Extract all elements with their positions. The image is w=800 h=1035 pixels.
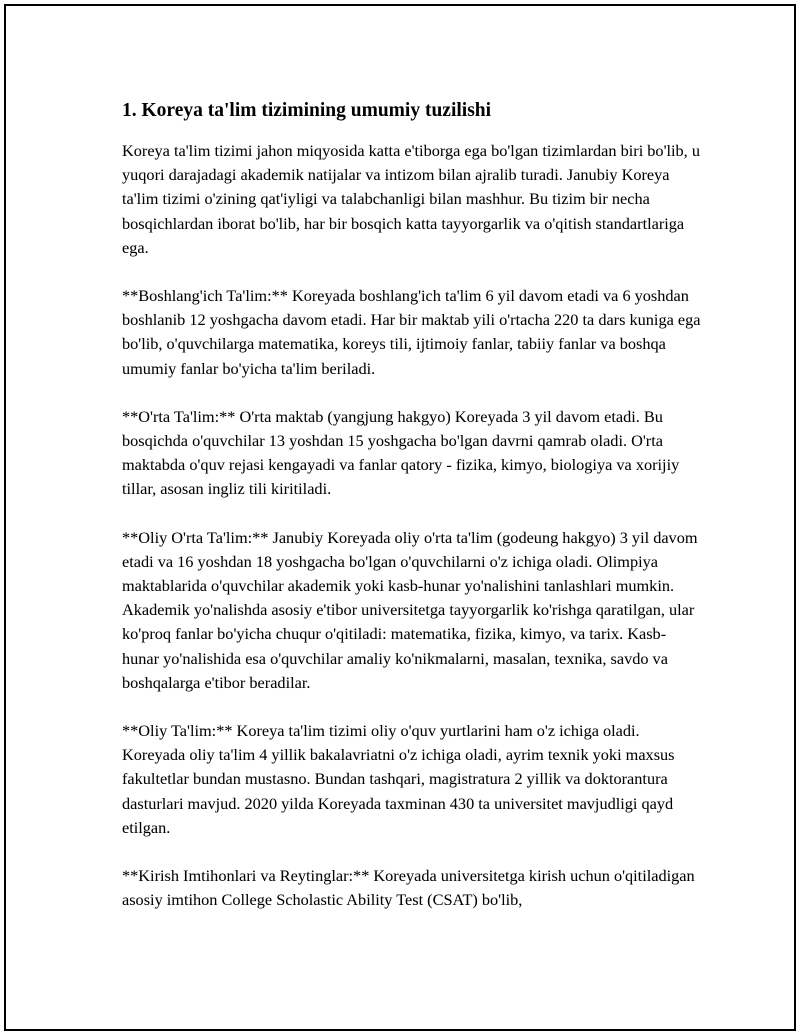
paragraph-entrance-exams: **Kirish Imtihonlari va Reytinglar:** Koreyada universitetga kirish uchun o'qitiladigan asosiy imtihon College Scholastic Ability Test (CSAT) bo'lib, — [122, 866, 695, 910]
paragraph-upper-secondary-education: **Oliy O'rta Ta'lim:** Janubiy Koreyada oliy o'rta ta'lim (godeung hakgyo) 3 yil davom etadi va 16 yoshdan 18 yoshgacha bo'lgan o'quvchilarni o'z ichiga oladi. Olimpiya maktablarida o'quvchilar akademik yoki kasb-hunar yo'nalishini tanlashlari mumkin. Akademik yo'nalishda asosiy e'tibor universitetga tayyorgarlik ko'rishga qaratilgan, ular ko'proq fanlar bo'yicha chuqur o'qitiladi: matematika, fizika, kimyo, va tarix. Kasb-hunar yo'nalishida esa o'quvchilar amaliy ko'nikmalarni, masalan, texnika, savdo va boshqalarga e'tibor beradilar. — [122, 527, 698, 692]
document-body — [122, 98, 702, 936]
paragraph-secondary-education: **O'rta Ta'lim:** O'rta maktab (yangjung hakgyo) Koreyada 3 yil davom etadi. Bu bosqichda o'quvchilar 13 yoshdan 15 yoshgacha bo'lgan davrni qamrab oladi. O'rta maktabda o'quv rejasi kengayadi va fanlar qatory - fizika, kimyo, biologiya va xorijiy tillar, asosan ingliz tili kiritiladi. — [122, 406, 680, 499]
section-heading: 1. Koreya ta'lim tizimining umumiy tuzilishi — [122, 100, 492, 121]
page-frame — [4, 4, 796, 1031]
paragraph-higher-education: **Oliy Ta'lim:** Koreya ta'lim tizimi oliy o'quv yurtlarini ham o'z ichiga oladi. Koreyada oliy ta'lim 4 yillik bakalavriatni o'z ichiga oladi, ayrim texnik yoki maxsus fakultetlar bundan mustasno. Bundan tashqari, magistratura 2 yillik va doktorantura dasturlari mavjud. 2020 yilda Koreyada taxminan 430 ta universitet mavjudligi qayd etilgan. — [122, 721, 675, 837]
paragraph-primary-education: **Boshlang'ich Ta'lim:** Koreyada boshlang'ich ta'lim 6 yil davom etadi va 6 yoshdan boshlanib 12 yoshgacha davom etadi. Har bir maktab yili o'rtacha 220 ta dars kuniga ega bo'lib, o'quvchilarga matematika, koreys tili, ijtimoiy fanlar, tabiiy fanlar va boshqa umumiy fanlar bo'yicha ta'lim beriladi. — [122, 286, 701, 378]
paragraph-intro: Koreya ta'lim tizimi jahon miqyosida katta e'tiborga ega bo'lgan tizimlardan biri bo'lib, u yuqori darajadagi akademik natijalar va intizom bilan ajralib turadi. Janubiy Koreya ta'lim tizimi o'zining qat'iyligi va talabchanligi bilan mashhur. Bu tizim bir necha bosqichlardan iborat bo'lib, har bir bosqich katta tayyorgarlik va o'qitish standartlariga ega. — [122, 141, 700, 257]
